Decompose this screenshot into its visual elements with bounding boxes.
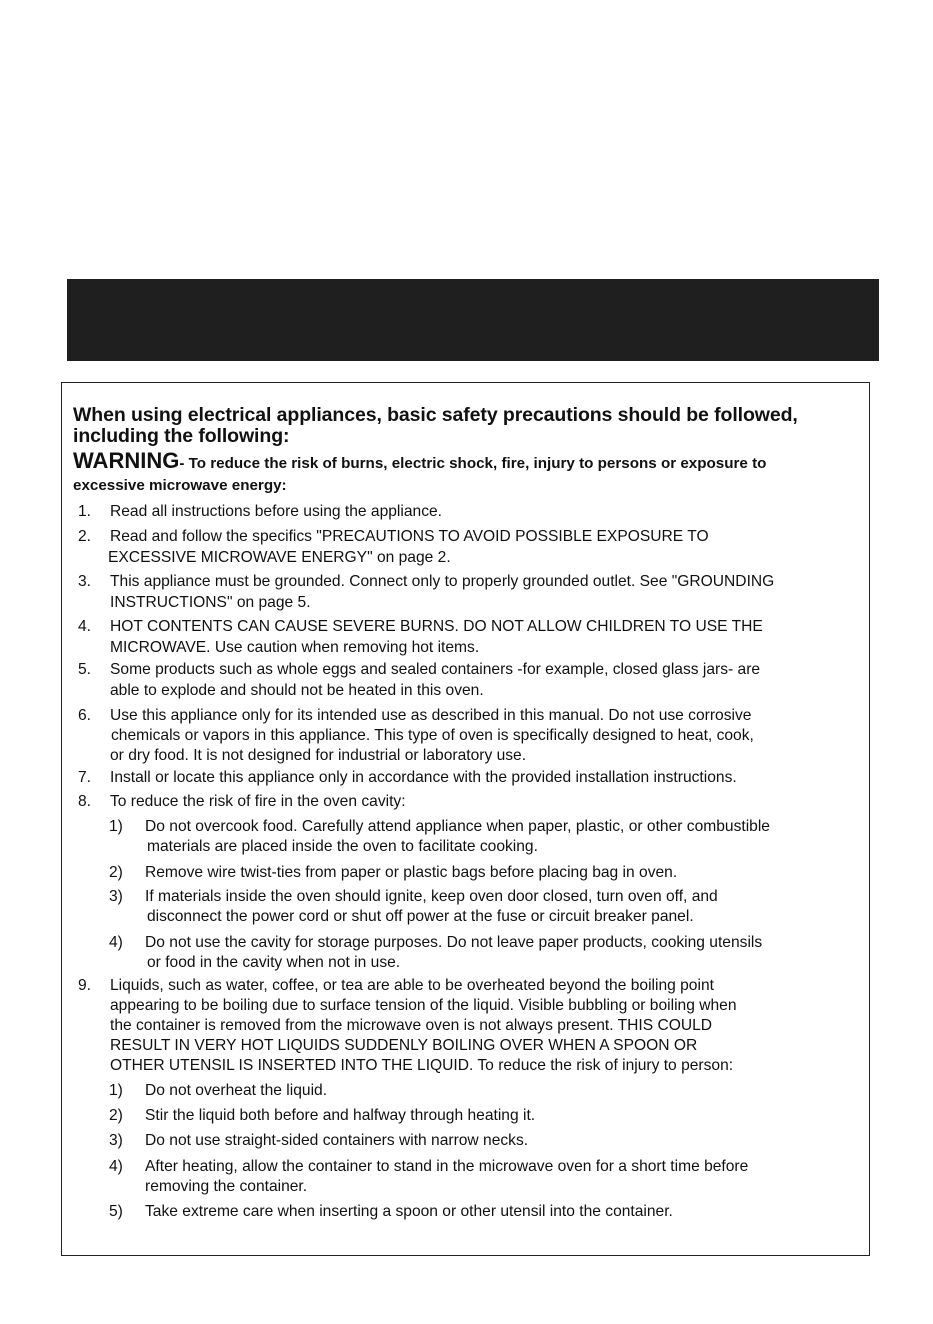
list-item-cont: the container is removed from the microwave oven is not always present. THIS COULD [110, 1017, 713, 1034]
list-item-cont: EXCESSIVE MICROWAVE ENERGY" on page 2. [108, 549, 451, 566]
sub-list-item-cont: materials are placed inside the oven to facilitate cooking. [147, 838, 538, 855]
list-item-cont: able to explode and should not be heated in this oven. [110, 682, 484, 699]
warning-text: - To reduce the risk of burns, electric shock, fire, injury to persons or exposure to [179, 455, 767, 472]
sub-list-item-cont: disconnect the power cord or shut off power at the fuse or circuit breaker panel. [147, 908, 694, 925]
list-item-cont: INSTRUCTIONS" on page 5. [110, 594, 311, 611]
list-item-cont: MICROWAVE. Use caution when removing hot items. [110, 639, 480, 656]
section-header-banner [67, 279, 879, 361]
list-item-cont: or dry food. It is not designed for industrial or laboratory use. [110, 747, 527, 764]
list-item-cont: RESULT IN VERY HOT LIQUIDS SUDDENLY BOILING OVER WHEN A SPOON OR [110, 1037, 698, 1054]
list-item-cont: chemicals or vapors in this appliance. This type of oven is specifically designed to heat, cook, [111, 727, 754, 744]
list-item-cont: appearing to be boiling due to surface tension of the liquid. Visible bubbling or boiling when [110, 997, 737, 1014]
list-item-cont: OTHER UTENSIL IS INSERTED INTO THE LIQUID. To reduce the risk of injury to person: [110, 1057, 734, 1074]
warning-line [73, 450, 868, 474]
safety-instructions-box: When using electrical appliances, basic safety precautions should be followed, including the following: WARNING- To reduce the risk of burns, electric shock, fire, injury to persons or exposure to excessive microwave energy: 1. Read all instructions before using the appliance. 2. Read and follow the specifics "PRECAUTIONS TO AVOID POSSIBLE EXPOSURE TO EXCESSIVE MICROWAVE ENERGY" on page 2. 3. This appliance must be grounded. Connect only to properly grounded outlet. See "GROUNDING INSTRUCTIONS" on page 5. 4. HOT CONTENTS CAN CAUSE SEVERE BURNS. DO NOT ALLOW CHILDREN TO USE THE MICROWAVE. Use caution when removing hot items. 5. Some products such as whole eggs and sealed containers -for example, closed glass jars- are able to explode and should not be heated in this oven. 6. Use this appliance only for its intended use as described in this manual. Do not use corrosive chemicals or vapors in this appliance. This type of oven is specifically designed to heat, cook, or dry food. It is not designed for industrial or laboratory use. 7. Install or locate this appliance only in accordance with the provided installation instructions. 8. To reduce the risk of fire in the oven cavity: 1) Do not overcook food. Carefully attend appliance when paper, plastic, or other combustible materials are placed inside the oven to facilitate cooking. 2) Remove wire twist-ties from paper or plastic bags before placing bag in oven. 3) If materials inside the oven should ignite, keep oven door closed, turn oven off, and disconnect the power cord or shut off power at the fuse or circuit breaker panel. 4) Do not use the cavity for storage purposes. Do not leave paper products, cooking utensils or food in the cavity when not in use. 9. Liquids, such as water, coffee, or tea are able to be overheated beyond the boiling point appearing to be boiling due to surface tension of the liquid. Visible bubbling or boiling when the container is removed from the microwave oven is not always present. THIS COULD RESULT IN VERY HOT LIQUIDS SUDDENLY BOILING OVER WHEN A SPOON OR OTHER UTENSIL IS INSERTED INTO THE LIQUID. To reduce the risk of injury to person: 1) Do not overheat the liquid. 2) Stir the liquid both before and halfway through heating it. 3) Do not use straight-sided containers with narrow necks. 4) After heating, allow the container to stand in the microwave oven for a short time before removing the container. 5) Take extreme care when inserting a spoon or other utensil into the container. [61, 382, 870, 1256]
warning-word: WARNING [73, 448, 180, 473]
intro-text: When using electrical appliances, basic safety precautions should be followed, including the following: [73, 404, 798, 447]
sub-list-item-cont: removing the container. [145, 1178, 308, 1195]
sub-list-item-cont: or food in the cavity when not in use. [147, 954, 401, 971]
warning-text-cont: excessive microwave energy: [73, 477, 287, 494]
